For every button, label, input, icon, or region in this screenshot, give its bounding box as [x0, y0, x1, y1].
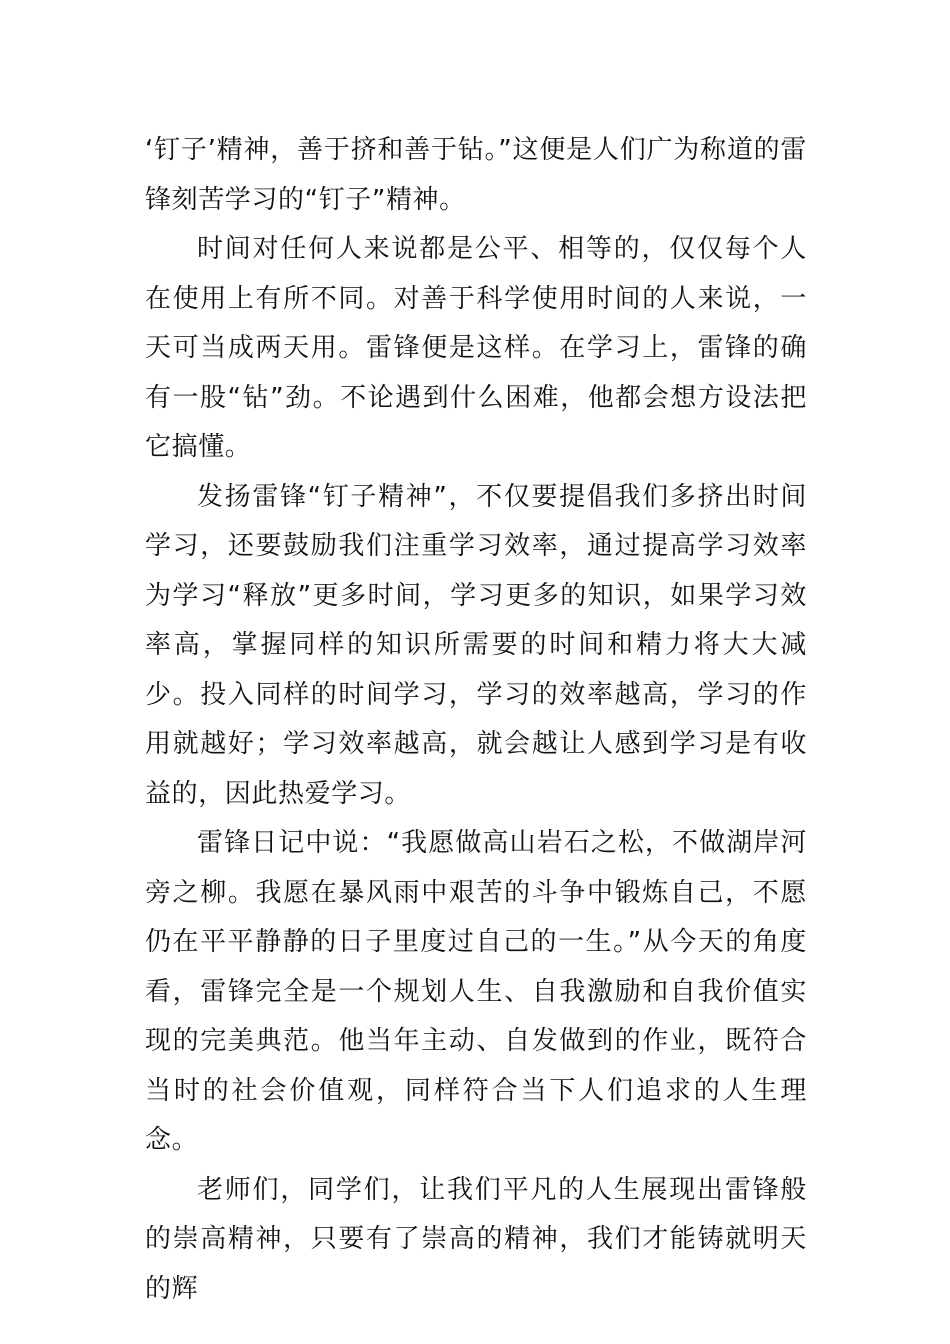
- paragraph-2: 时间对任何人来说都是公平、相等的，仅仅每个人在使用上有所不同。对善于科学使用时间的人来说，一天可当成两天用。雷锋便是这样。在学习上，雷锋的确有一股“钻”劲。不论遇到什么困难，他都会想方设法把它搞懂。: [145, 234, 807, 462]
- paragraph-1: ‘钉子’精神，善于挤和善于钻。”这便是人们广为称道的雷锋刻苦学习的“钉子”精神。: [145, 135, 807, 215]
- paragraph-4: 雷锋日记中说：“我愿做高山岩石之松，不做湖岸河旁之柳。我愿在暴风雨中艰苦的斗争中锻炼自己，不愿仍在平平静静的日子里度过自己的一生。”从今天的角度看，雷锋完全是一个规划人生、自我激励和自我价值实现的完美典范。他当年主动、自发做到的作业，既符合当时的社会价值观，同样符合当下人们追求的人生理念。: [145, 828, 807, 1155]
- document-body: [145, 126, 807, 1314]
- paragraph-3: 发扬雷锋“钉子精神”，不仅要提倡我们多挤出时间学习，还要鼓励我们注重学习效率，通过提高学习效率为学习“释放”更多时间，学习更多的知识，如果学习效率高，掌握同样的知识所需要的时间和精力将大大减少。投入同样的时间学习，学习的效率越高，学习的作用就越好；学习效率越高，就会越让人感到学习是有收益的，因此热爱学习。: [145, 481, 807, 809]
- paragraph-5: 老师们，同学们，让我们平凡的人生展现出雷锋般的崇高精神，只要有了崇高的精神，我们才能铸就明天的辉: [145, 1174, 807, 1304]
